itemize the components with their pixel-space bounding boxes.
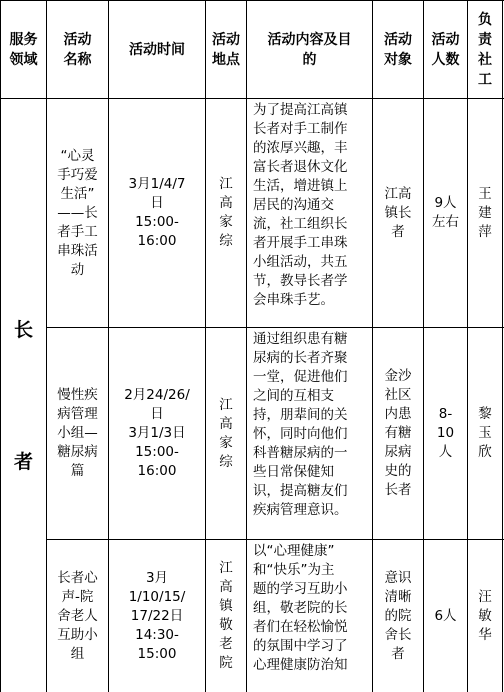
header-activity-time: 活动时间 <box>129 41 185 58</box>
table-row-3-target: 意识 清晰 的院 舍长 者 <box>384 569 412 662</box>
header-social-worker: 负 责 社 工 <box>478 11 492 88</box>
table-row-1-content: 为了提高江高镇 长者对手工制作 的浓厚兴趣，丰 富长者退休文化 生活，增进镇上 居民的沟通交 流，社工组织长 者开展手工串珠 小组活动，共五 节，教导长者学 会串珠手艺。 <box>253 102 348 308</box>
table-row-2-name: 慢性疾 病管理 小组— 糖尿病 篇 <box>57 387 98 479</box>
table-row-1-target: 江高 镇长 者 <box>384 185 412 240</box>
table-row-1-time: 3月1/4/7 日 15:00- 16:00 <box>128 176 186 249</box>
table-border-right <box>502 0 503 692</box>
header-activity-place: 活动 地点 <box>212 31 240 68</box>
table-row-2-target: 金沙 社区 内患 有糖 尿病 史的 长者 <box>384 368 412 498</box>
table-row-3-place: 江 高 镇 敬 老 院 <box>219 560 233 671</box>
table-row-3-count: 6人 <box>434 607 457 624</box>
domain-label-elderly: 长 者 <box>13 318 33 473</box>
table-row-2-place: 江 高 家 综 <box>219 396 233 470</box>
table-row-1-name: “心灵 手巧爱 生活” ——长 者手工 串珠活 动 <box>57 147 98 278</box>
header-activity-content: 活动内容及目 的 <box>267 31 352 68</box>
header-activity-count: 活动 人数 <box>431 31 460 68</box>
table-row-2-count: 8- 10 人 <box>436 406 455 460</box>
table-row-3-content: 以“心理健康” 和“快乐”为主 题的学习互助小 组，敬老院的长 者们在轻松愉悦 的氛围中学习了 心理健康防治知 <box>253 543 348 673</box>
header-service-domain: 服务 领域 <box>9 31 38 68</box>
header-activity-target: 活动 对象 <box>384 31 412 68</box>
table-row-1-place: 江 高 家 综 <box>219 176 233 249</box>
table-row-2-content: 通过组织患有糖 尿病的长者齐聚 一堂，促进他们 之间的互相支 持，朋辈间的关 怀，同时向他们 科普糖尿病的一 些日常保健知 识，提高糖友们 疾病管理意识。 <box>253 331 348 518</box>
table-row-3-name: 长者心 声-院 舍老人 互助小 组 <box>57 569 98 662</box>
table-row-2-worker: 黎 玉 欣 <box>478 406 492 460</box>
table-row-3-worker: 汪 敏 华 <box>478 588 492 643</box>
header-activity-name: 活动 名称 <box>63 31 92 68</box>
table-row-3-time: 3月 1/10/15/ 17/22日 14:30- 15:00 <box>128 569 186 662</box>
table-row-2-time: 2月24/26/ 日 3月1/3日 15:00- 16:00 <box>124 387 190 479</box>
table-row-1-count: 9人 左右 <box>432 195 459 230</box>
table-row-1-worker: 王 建 萍 <box>478 185 492 240</box>
